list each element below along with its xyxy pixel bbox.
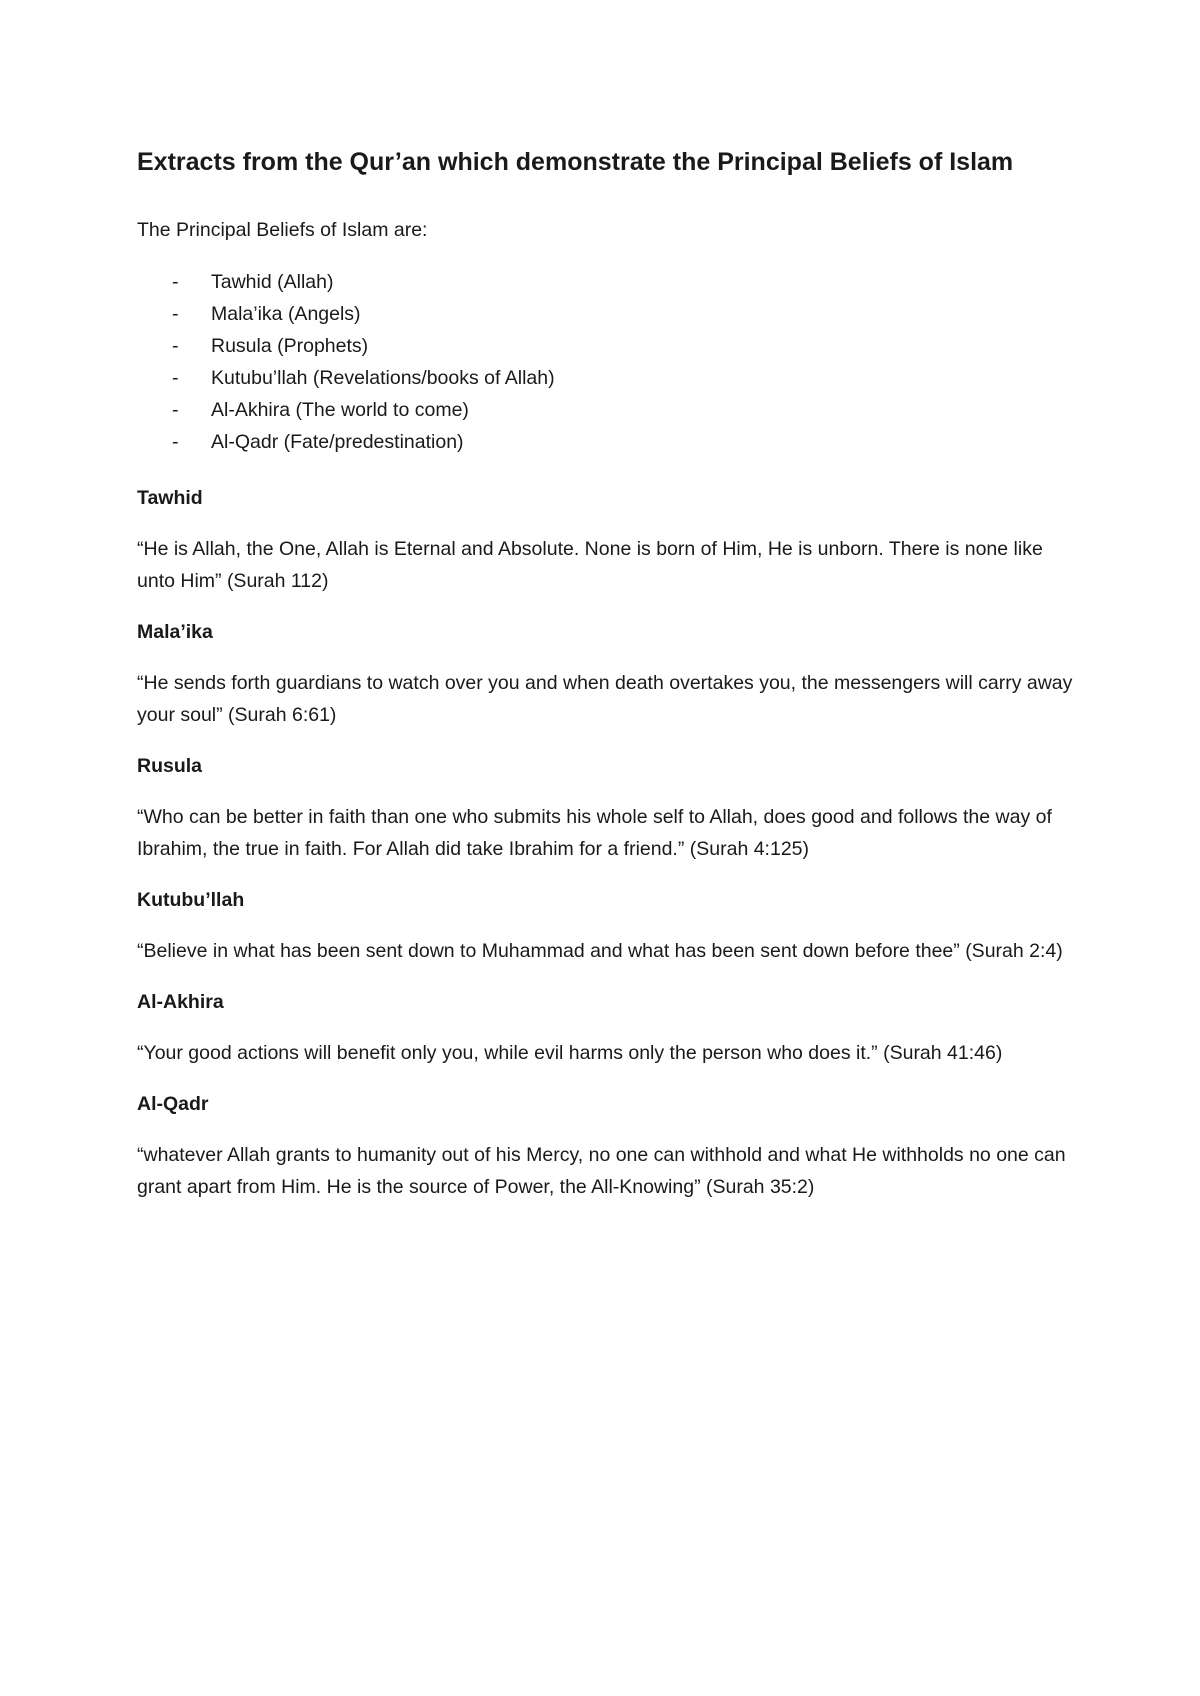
belief-label: Al-Qadr (Fate/predestination) bbox=[211, 431, 464, 453]
section-al-qadr bbox=[137, 1090, 1077, 1203]
list-item bbox=[137, 266, 1077, 298]
section-tawhid bbox=[137, 484, 1077, 597]
section-heading: Al-Qadr bbox=[137, 1093, 209, 1115]
section-quote: “He sends forth guardians to watch over you and when death overtakes you, the messengers will carry away your soul” (Surah 6:61) bbox=[137, 672, 1073, 726]
list-item bbox=[137, 426, 1077, 458]
belief-label: Kutubu’llah (Revelations/books of Allah) bbox=[211, 367, 555, 389]
section-kutubullah bbox=[137, 886, 1077, 967]
section-quote: “Your good actions will benefit only you, while evil harms only the person who does it.” (Surah 41:46) bbox=[137, 1042, 1003, 1064]
section-quote: “whatever Allah grants to humanity out of his Mercy, no one can withhold and what He withholds no one can grant apart from Him. He is the source of Power, the All-Knowing” (Surah 35:2) bbox=[137, 1144, 1066, 1198]
bullet-dash: - bbox=[172, 367, 179, 389]
document-body bbox=[137, 145, 1077, 1224]
beliefs-list bbox=[137, 266, 1077, 458]
section-heading: Mala’ika bbox=[137, 621, 213, 643]
bullet-dash: - bbox=[172, 303, 179, 325]
section-quote: “Believe in what has been sent down to Muhammad and what has been sent down before thee” (Surah 2:4) bbox=[137, 940, 1063, 962]
section-heading: Kutubu’llah bbox=[137, 889, 245, 911]
section-malaika bbox=[137, 618, 1077, 731]
belief-label: Mala’ika (Angels) bbox=[211, 303, 361, 325]
section-rusula bbox=[137, 752, 1077, 865]
bullet-dash: - bbox=[172, 431, 179, 453]
belief-label: Rusula (Prophets) bbox=[211, 335, 369, 357]
intro-text: The Principal Beliefs of Islam are: bbox=[137, 219, 428, 241]
section-al-akhira bbox=[137, 988, 1077, 1069]
list-item bbox=[137, 298, 1077, 330]
belief-label: Tawhid (Allah) bbox=[211, 271, 334, 293]
bullet-dash: - bbox=[172, 399, 179, 421]
section-quote: “He is Allah, the One, Allah is Eternal and Absolute. None is born of Him, He is unborn. There is none like unto Him” (Surah 112) bbox=[137, 538, 1043, 592]
section-heading: Rusula bbox=[137, 755, 203, 777]
list-item bbox=[137, 394, 1077, 426]
section-heading: Al-Akhira bbox=[137, 991, 224, 1013]
bullet-dash: - bbox=[172, 335, 179, 357]
list-item bbox=[137, 330, 1077, 362]
bullet-dash: - bbox=[172, 271, 179, 293]
section-quote: “Who can be better in faith than one who submits his whole self to Allah, does good and follows the way of Ibrahim, the true in faith. For Allah did take Ibrahim for a friend.” (Surah 4:125) bbox=[137, 806, 1052, 860]
document-title: Extracts from the Qur’an which demonstrate the Principal Beliefs of Islam bbox=[137, 148, 1014, 176]
list-item bbox=[137, 362, 1077, 394]
belief-label: Al-Akhira (The world to come) bbox=[211, 399, 469, 421]
section-heading: Tawhid bbox=[137, 487, 203, 509]
